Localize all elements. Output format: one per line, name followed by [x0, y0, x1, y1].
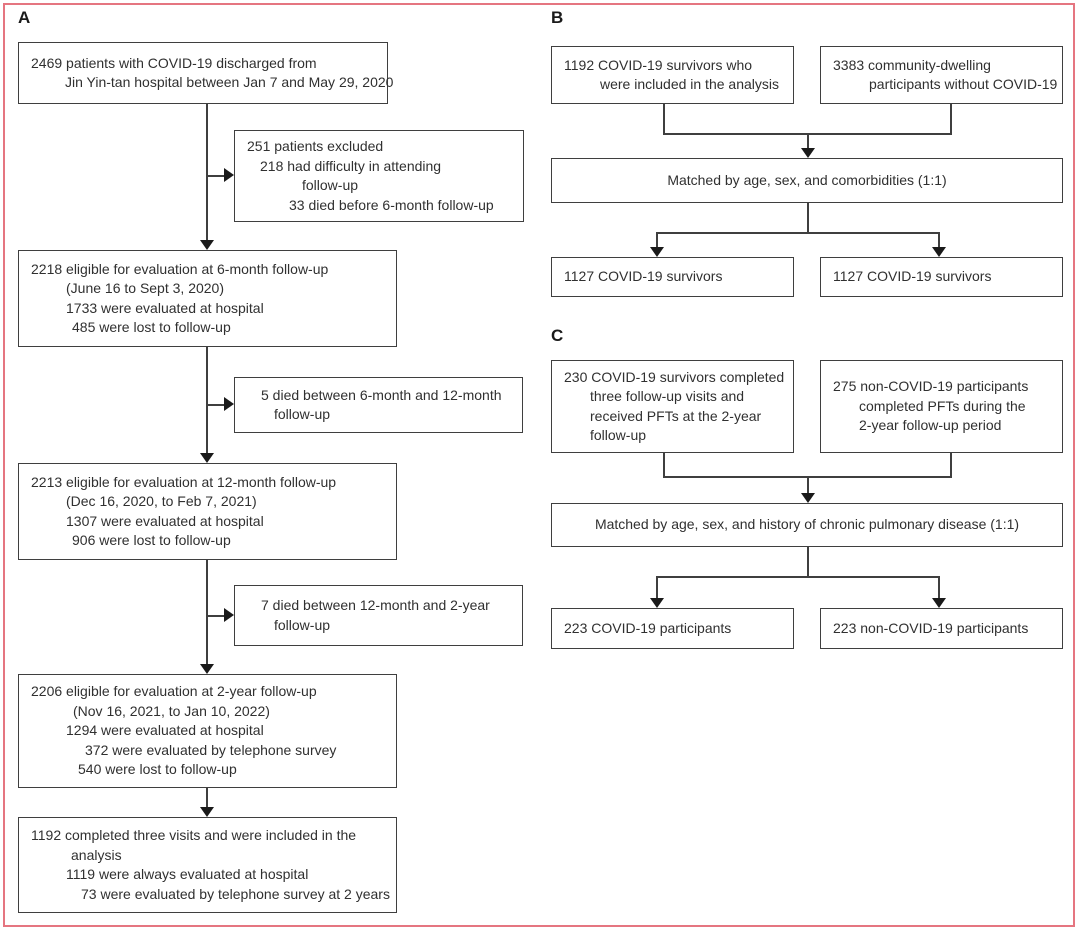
connector-line [663, 104, 665, 133]
box-line: 251 patients excluded [247, 138, 384, 154]
box-line: 230 COVID-19 survivors completed [564, 368, 785, 385]
connector-line [207, 615, 225, 617]
box-line: Matched by age, sex, and history of chronic pulmonary disease (1:1) [594, 516, 1020, 533]
box-line: analysis [71, 846, 122, 863]
box-non-covid-pft [820, 360, 1063, 453]
connector-line [807, 203, 809, 232]
arrowhead-down-icon [200, 453, 214, 463]
arrowhead-down-icon [200, 240, 214, 250]
box-matched-comorbidities [551, 158, 1063, 203]
box-line: 218 had difficulty in attending [260, 157, 442, 174]
box-died-6-to-12-month [234, 377, 523, 433]
connector-line [663, 453, 665, 476]
arrowhead-right-icon [224, 168, 234, 182]
box-line: 2206 eligible for evaluation at 2-year follow-up [31, 683, 317, 700]
box-line: three follow-up visits and [590, 388, 745, 404]
box-line: 1127 COVID-19 survivors [564, 268, 723, 285]
box-line: 2-year follow-up period [859, 417, 1002, 434]
box-line: 73 were evaluated by telephone survey at 2 years [81, 885, 390, 902]
connector-line [656, 576, 940, 578]
arrowhead-right-icon [224, 608, 234, 622]
box-line: 223 non-COVID-19 participants [833, 619, 1029, 636]
box-matched-non-covid-participants [820, 608, 1063, 649]
connector-line [807, 476, 809, 493]
connector-line [807, 547, 809, 576]
box-2-year-followup [18, 674, 397, 788]
connector-line [206, 104, 208, 240]
box-line: (Dec 16, 2020, to Feb 7, 2021) [66, 493, 257, 509]
box-community-participants [820, 46, 1063, 104]
arrowhead-down-icon [200, 664, 214, 674]
box-line: 2218 eligible for evaluation at 6-month follow-up [31, 260, 329, 277]
box-matched-covid-survivors-right [820, 257, 1063, 297]
box-line: 1192 COVID-19 survivors who [564, 56, 753, 73]
box-covid-survivors-analysis [551, 46, 794, 104]
box-line: follow-up [274, 616, 331, 633]
box-line: 33 died before 6-month follow-up [289, 196, 494, 213]
box-line: 906 were lost to follow-up [72, 532, 231, 548]
box-line: (Nov 16, 2021, to Jan 10, 2022) [73, 702, 270, 719]
box-line: Matched by age, sex, and comorbidities (1:1) [667, 171, 947, 188]
box-line: completed PFTs during the [859, 397, 1026, 414]
box-line: 1733 were evaluated at hospital [66, 299, 264, 316]
panel-a-label: A [18, 8, 31, 27]
arrowhead-down-icon [932, 247, 946, 257]
arrowhead-down-icon [801, 148, 815, 158]
box-line: 1307 were evaluated at hospital [66, 512, 264, 529]
box-line: 1294 were evaluated at hospital [66, 722, 264, 739]
panel-c-label: C [551, 326, 564, 345]
arrowhead-down-icon [650, 598, 664, 608]
box-matched-pulmonary-disease [551, 503, 1063, 547]
box-line: received PFTs at the 2-year [590, 407, 762, 424]
box-died-12-month-to-2-year [234, 585, 523, 646]
box-included-in-analysis [18, 817, 397, 913]
box-line: participants without COVID-19 [869, 76, 1058, 92]
box-matched-covid-participants [551, 608, 794, 649]
box-line: 540 were lost to follow-up [78, 761, 237, 778]
panel-b-label: B [551, 8, 564, 27]
box-line: (June 16 to Sept 3, 2020) [66, 280, 224, 296]
box-line: 372 were evaluated by telephone survey [85, 741, 337, 758]
connector-line [656, 232, 658, 247]
box-discharged [18, 42, 394, 104]
arrowhead-right-icon [224, 397, 234, 411]
connector-line [656, 576, 658, 598]
box-line: were included in the analysis [600, 76, 779, 92]
connector-line [656, 232, 940, 234]
box-line: 1119 were always evaluated at hospital [66, 866, 309, 882]
box-line: 275 non-COVID-19 participants [833, 378, 1029, 395]
connector-line [206, 560, 208, 664]
box-matched-covid-survivors-left [551, 257, 794, 297]
connector-line [206, 788, 208, 807]
connector-line [938, 232, 940, 247]
box-line: follow-up [302, 177, 359, 193]
connector-line [207, 175, 225, 177]
box-6-month-followup [18, 250, 397, 347]
box-line: 7 died between 12-month and 2-year [261, 597, 490, 613]
box-line: follow-up [274, 406, 331, 422]
connector-line [950, 453, 952, 476]
connector-line [938, 576, 940, 598]
box-line: 3383 community-dwelling [833, 56, 991, 73]
box-12-month-followup [18, 463, 397, 560]
box-line: 5 died between 6-month and 12-month [261, 386, 502, 403]
box-line: follow-up [590, 427, 647, 443]
connector-line [207, 404, 225, 406]
box-line: 1127 COVID-19 survivors [833, 268, 992, 285]
box-line: 1192 completed three visits and were included in the [31, 827, 357, 843]
arrowhead-down-icon [200, 807, 214, 817]
connector-line [950, 104, 952, 133]
box-line: 2469 patients with COVID-19 discharged from [31, 54, 317, 71]
arrowhead-down-icon [932, 598, 946, 608]
box-line: Jin Yin-tan hospital between Jan 7 and May 29, 2020 [65, 74, 394, 90]
arrowhead-down-icon [801, 493, 815, 503]
box-covid-pft [551, 360, 794, 453]
connector-line [807, 133, 809, 148]
arrowhead-down-icon [650, 247, 664, 257]
box-line: 2213 eligible for evaluation at 12-month follow-up [31, 473, 337, 490]
box-line: 485 were lost to follow-up [72, 319, 231, 335]
box-line: 223 COVID-19 participants [564, 619, 732, 636]
box-excluded [234, 130, 524, 222]
connector-line [206, 347, 208, 453]
